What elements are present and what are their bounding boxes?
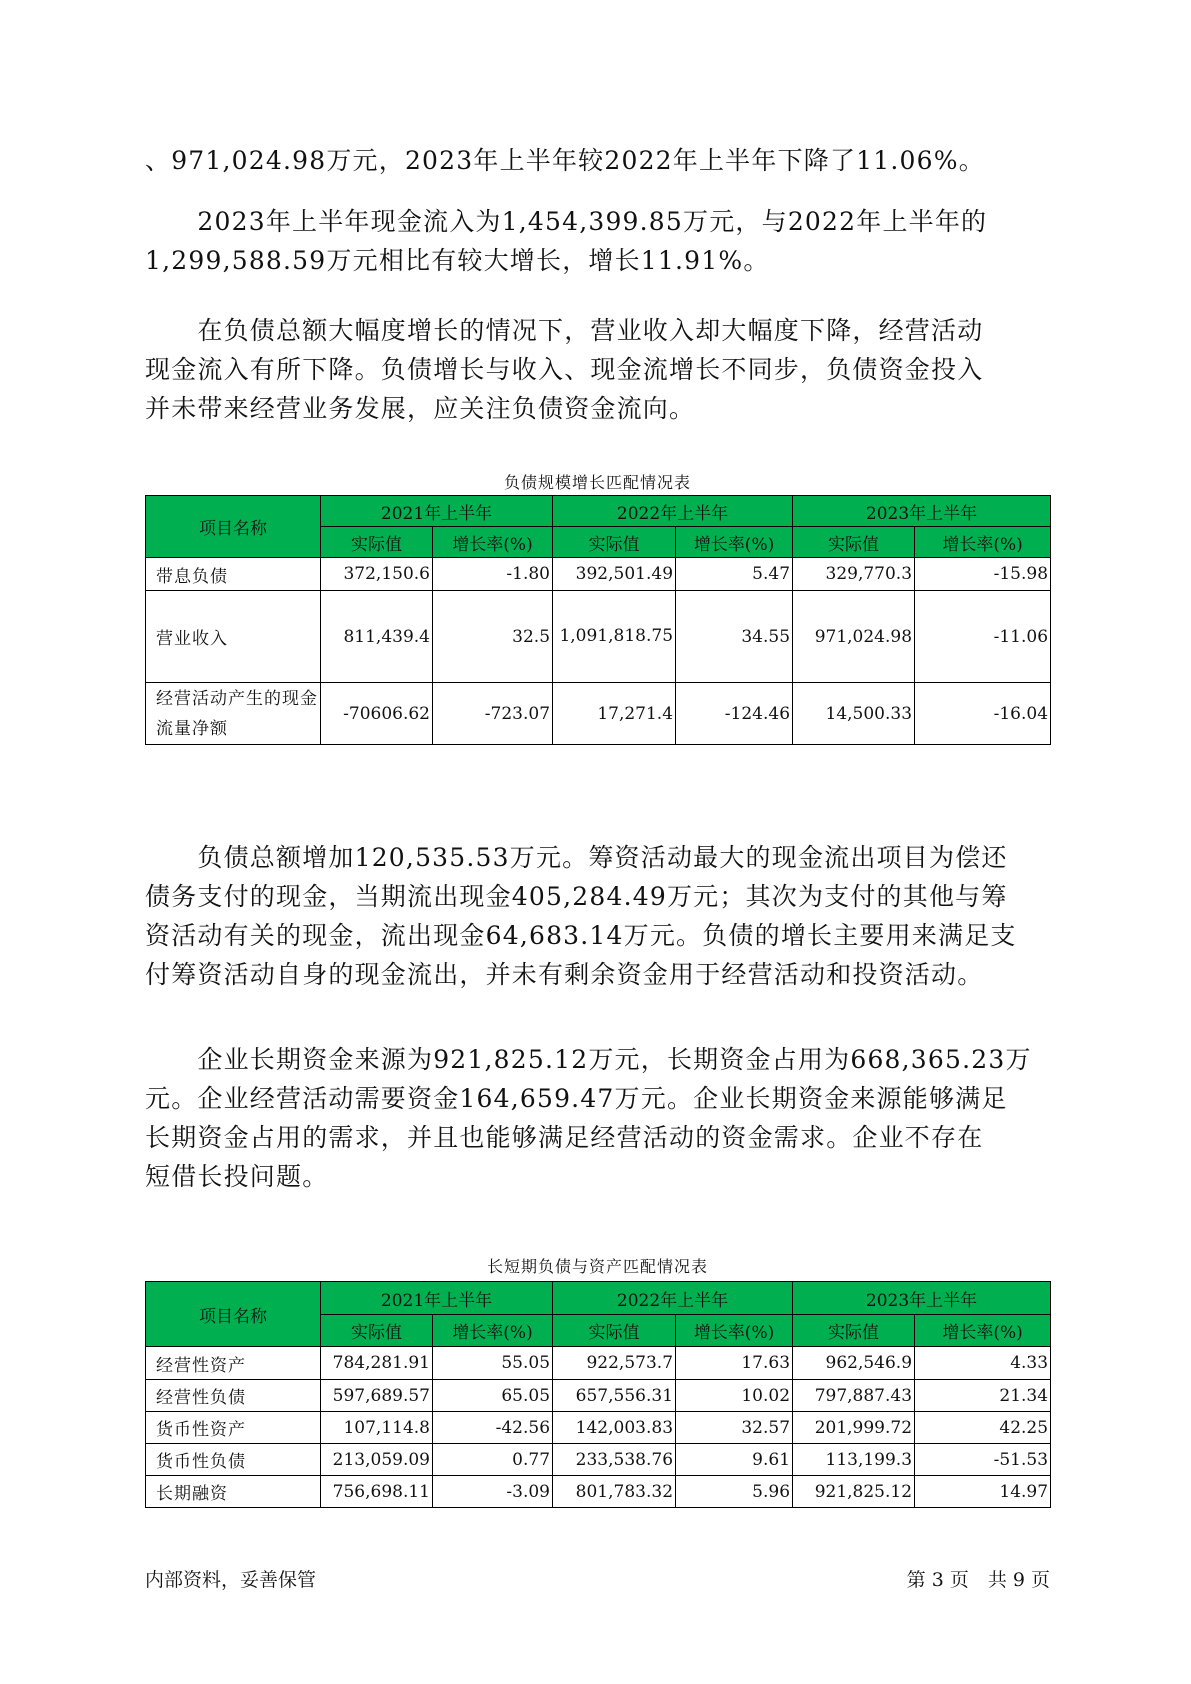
text-line: 长期资金占用的需求，并且也能够满足经营活动的资金需求。企业不存在	[145, 1123, 984, 1152]
cell: -723.07	[433, 683, 553, 745]
cell: 213,059.09	[321, 1444, 433, 1476]
table-row	[146, 1412, 1051, 1444]
paragraph-1	[145, 141, 1050, 180]
cell: 17.63	[676, 1347, 793, 1380]
table-header-row	[146, 496, 1051, 527]
header-actual: 实际值	[553, 1315, 676, 1347]
cell: 233,538.76	[553, 1444, 676, 1476]
cell: 971,024.98	[793, 591, 915, 683]
cell: 42.25	[915, 1412, 1051, 1444]
table-row	[146, 683, 1051, 745]
table-row	[146, 1444, 1051, 1476]
header-period: 2021年上半年	[321, 1282, 553, 1315]
cell: 784,281.91	[321, 1347, 433, 1380]
text-line: 资活动有关的现金，流出现金64,683.14万元。负债的增长主要用来满足支	[145, 921, 1017, 950]
row-name: 长期融资	[146, 1476, 321, 1508]
header-period: 2021年上半年	[321, 496, 553, 527]
text-line: 元。企业经营活动需要资金164,659.47万元。企业长期资金来源能够满足	[145, 1084, 1008, 1113]
row-name: 货币性负债	[146, 1444, 321, 1476]
text-line: 、971,024.98万元，2023年上半年较2022年上半年下降了11.06%。	[145, 146, 985, 175]
cell: 372,150.6	[321, 558, 433, 591]
cell: 107,114.8	[321, 1412, 433, 1444]
cell: 962,546.9	[793, 1347, 915, 1380]
header-period: 2022年上半年	[553, 496, 793, 527]
paragraph-5	[145, 1040, 1050, 1196]
header-growth: 增长率(%)	[676, 1315, 793, 1347]
text-line: 现金流入有所下降。负债增长与收入、现金流增长不同步，负债资金投入	[145, 355, 984, 384]
text-line: 债务支付的现金，当期流出现金405,284.49万元；其次为支付的其他与筹	[145, 882, 1008, 911]
table-row	[146, 591, 1051, 683]
cell: 113,199.3	[793, 1444, 915, 1476]
cell: 811,439.4	[321, 591, 433, 683]
header-period: 2023年上半年	[793, 496, 1051, 527]
header-growth: 增长率(%)	[433, 1315, 553, 1347]
cell: -11.06	[915, 591, 1051, 683]
table-row	[146, 1476, 1051, 1508]
table2-caption: 长短期负债与资产匹配情况表	[486, 1257, 708, 1276]
cell: 922,573.7	[553, 1347, 676, 1380]
cell: 21.34	[915, 1380, 1051, 1412]
cell: 55.05	[433, 1347, 553, 1380]
cell: 142,003.83	[553, 1412, 676, 1444]
header-item-name: 项目名称	[146, 496, 321, 558]
cell: 10.02	[676, 1380, 793, 1412]
cell: 801,783.32	[553, 1476, 676, 1508]
text-line: 1,299,588.59万元相比有较大增长，增长11.91%。	[145, 246, 770, 275]
header-actual: 实际值	[793, 1315, 915, 1347]
cell: 392,501.49	[553, 558, 676, 591]
cell: 201,999.72	[793, 1412, 915, 1444]
header-period: 2023年上半年	[793, 1282, 1051, 1315]
row-name: 营业收入	[146, 591, 321, 683]
cell: -42.56	[433, 1412, 553, 1444]
table-row	[146, 1380, 1051, 1412]
cell: 597,689.57	[321, 1380, 433, 1412]
paragraph-2	[145, 202, 1050, 280]
cell: -3.09	[433, 1476, 553, 1508]
cell: 756,698.11	[321, 1476, 433, 1508]
cell: 32.57	[676, 1412, 793, 1444]
text-line: 付筹资活动自身的现金流出，并未有剩余资金用于经营活动和投资活动。	[145, 960, 984, 989]
cell: 1,091,818.75	[553, 591, 676, 683]
cell: 9.61	[676, 1444, 793, 1476]
text-line: 短借长投问题。	[145, 1162, 329, 1191]
text-line: 并未带来经营业务发展，应关注负债资金流向。	[145, 394, 696, 423]
page-number: 第 3 页 共 9 页	[906, 1569, 1050, 1591]
cell: 5.96	[676, 1476, 793, 1508]
cell: 65.05	[433, 1380, 553, 1412]
header-actual: 实际值	[321, 527, 433, 558]
cell: 4.33	[915, 1347, 1051, 1380]
cell: -70606.62	[321, 683, 433, 745]
cell: -51.53	[915, 1444, 1051, 1476]
table-header-row	[146, 1282, 1051, 1315]
row-name: 经营性负债	[146, 1380, 321, 1412]
cell: 329,770.3	[793, 558, 915, 591]
header-item-name: 项目名称	[146, 1282, 321, 1347]
header-growth: 增长率(%)	[433, 527, 553, 558]
cell: 921,825.12	[793, 1476, 915, 1508]
row-name: 货币性资产	[146, 1412, 321, 1444]
table-row	[146, 558, 1051, 591]
paragraph-3	[145, 311, 1050, 428]
header-growth: 增长率(%)	[915, 527, 1051, 558]
cell: 5.47	[676, 558, 793, 591]
text-line: 负债总额增加120,535.53万元。筹资活动最大的现金流出项目为偿还	[145, 843, 1008, 872]
cell: 797,887.43	[793, 1380, 915, 1412]
cell: 0.77	[433, 1444, 553, 1476]
row-name: 经营性资产	[146, 1347, 321, 1380]
text-line: 在负债总额大幅度增长的情况下，营业收入却大幅度下降，经营活动	[145, 316, 984, 345]
cell: 657,556.31	[553, 1380, 676, 1412]
cell: -124.46	[676, 683, 793, 745]
table-row	[146, 1347, 1051, 1380]
debt-growth-table	[145, 495, 1051, 745]
footer-confidential-note: 内部资料，妥善保管	[145, 1569, 317, 1591]
table1-caption: 负债规模增长匹配情况表	[503, 473, 691, 492]
text-line: 2023年上半年现金流入为1,454,399.85万元，与2022年上半年的	[145, 207, 988, 236]
cell: 32.5	[433, 591, 553, 683]
header-actual: 实际值	[553, 527, 676, 558]
row-name: 带息负债	[146, 558, 321, 591]
header-growth: 增长率(%)	[676, 527, 793, 558]
cell: -1.80	[433, 558, 553, 591]
header-actual: 实际值	[321, 1315, 433, 1347]
cell: 14,500.33	[793, 683, 915, 745]
header-period: 2022年上半年	[553, 1282, 793, 1315]
cell: 34.55	[676, 591, 793, 683]
cell: 14.97	[915, 1476, 1051, 1508]
cell: -15.98	[915, 558, 1051, 591]
cell: -16.04	[915, 683, 1051, 745]
paragraph-4	[145, 838, 1050, 994]
liability-asset-table	[145, 1281, 1051, 1508]
text-line: 企业长期资金来源为921,825.12万元，长期资金占用为668,365.23万	[145, 1045, 1032, 1074]
header-growth: 增长率(%)	[915, 1315, 1051, 1347]
row-name: 经营活动产生的现金流量净额	[146, 683, 321, 745]
cell: 17,271.4	[553, 683, 676, 745]
header-actual: 实际值	[793, 527, 915, 558]
